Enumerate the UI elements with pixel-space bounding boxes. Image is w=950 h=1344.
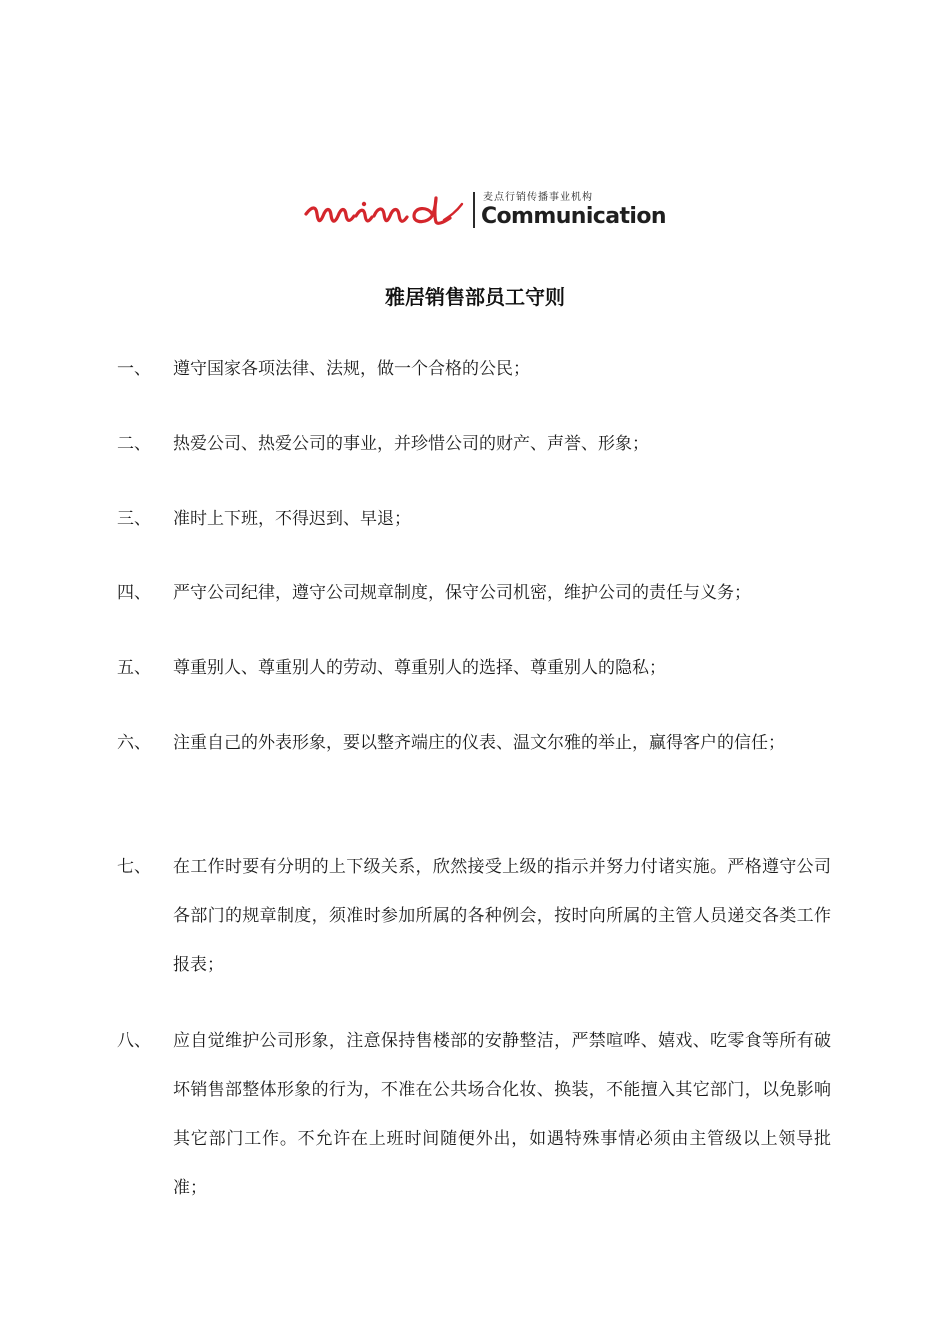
rule-number: 五、: [117, 658, 151, 678]
company-logo: [304, 190, 666, 238]
rule-text: 准时上下班，不得迟到、早退；: [173, 509, 411, 529]
rule-number: 七、: [117, 857, 151, 877]
rule-number: 四、: [117, 583, 151, 603]
logo-divider: [473, 192, 475, 228]
rule-text: 在工作时要有分明的上下级关系，欣然接受上级的指示并努力付诸实施。严格遵守公司各部门的规章制度，须准时参加所属的各种例会，按时向所属的主管人员递交各类工作报表；: [173, 857, 831, 975]
rule-text: 热爱公司、热爱公司的事业，并珍惜公司的财产、声誉、形象；: [173, 434, 649, 454]
rule-text: 尊重别人、尊重别人的劳动、尊重别人的选择、尊重别人的隐私；: [173, 658, 666, 678]
rule-text: 严守公司纪律，遵守公司规章制度，保守公司机密，维护公司的责任与义务；: [173, 583, 751, 603]
rule-number: 三、: [117, 509, 151, 529]
rule-number: 八、: [117, 1031, 151, 1051]
rule-number: 六、: [117, 733, 151, 753]
rule-number: 二、: [117, 434, 151, 454]
rule-text: 注重自己的外表形象，要以整齐端庄的仪表、温文尔雅的举止，赢得客户的信任；: [173, 733, 785, 753]
rule-number: 一、: [117, 359, 151, 379]
mind-logo-icon: [304, 192, 464, 232]
document-title: 雅居销售部员工守则: [385, 285, 565, 309]
logo-subtitle: 麦点行销传播事业机构: [483, 192, 593, 203]
rule-text: 遵守国家各项法律、法规，做一个合格的公民；: [173, 359, 530, 379]
logo-name: Communication: [481, 204, 666, 229]
rule-text: 应自觉维护公司形象，注意保持售楼部的安静整洁，严禁喧哗、嬉戏、吃零食等所有破坏销售部整体形象的行为，不准在公共场合化妆、换装，不能擅入其它部门，以免影响其它部门工作。不允许在上班时间随便外出，如遇特殊事情必须由主管级以上领导批准；: [173, 1031, 831, 1198]
